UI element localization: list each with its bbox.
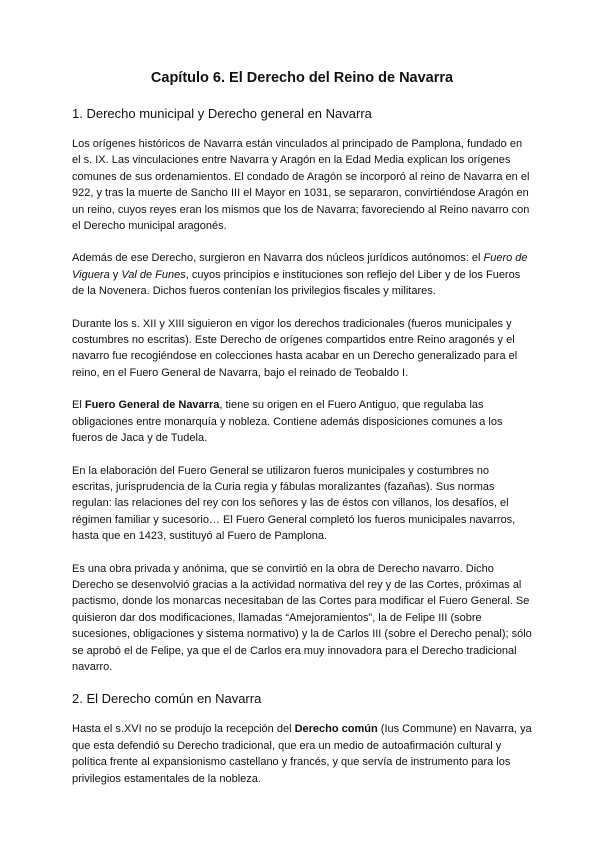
derecho-comun-term: Derecho común	[294, 723, 378, 736]
section-2-paragraph-1	[72, 721, 532, 787]
section-1-paragraph-2	[72, 250, 532, 299]
section-1-paragraph-3: Durante los s. XII y XIII siguieron en vigor los derechos tradicionales (fueros municipales y costumbres no escritas). Este Derecho de orígenes compartidos entre Reino aragonés y el navarro fue recogiéndose en colecciones hasta acabar en un Derecho generalizado para el reino, en el Fuero General de Navarra, bajo el reinado de Teobaldo I.	[72, 317, 518, 379]
text-run: , tiene su origen en el Fuero Antiguo, que regulaba las obligaciones entre monarquía y nobleza. Contiene además disposiciones comunes a los fueros de Jaca y de Tudela.	[72, 399, 503, 445]
text-run: y	[109, 268, 122, 281]
section-1-paragraph-5: En la elaboración del Fuero General se utilizaron fueros municipales y costumbres no escritas, jurisprudencia de la Curia regia y fábulas moralizantes (fazañas). Sus normas regulan: las relaciones del rey con los señores y las de éstos con villanos, los desafíos, el régimen familiar y sucesorio… El Fuero General completó los fueros municipales navarros, hasta que en 1423, sustituyó al Fuero de Pamplona.	[72, 464, 516, 543]
text-run: (Ius Commune) en Navarra, ya que esta defendió su Derecho tradicional, que era un medio de autoafirmación cultural y política frente al expansionismo castellano y francés, y que servía de instrumento para los privilegios estamentales de la nobleza.	[72, 723, 532, 785]
fuero-viguera-term: Fuero de Viguera	[72, 252, 528, 281]
fuero-general-term: Fuero General de Navarra	[84, 399, 220, 412]
text-run: El	[72, 399, 85, 412]
val-funes-term: Val de Funes	[121, 268, 186, 281]
text-run: , cuyos principios e instituciones son reflejo del Liber y de los Fueros de la Novenera. Dichos fueros contenían los privilegios fiscales y militares.	[72, 268, 521, 298]
text-run: Hasta el s.XVI no se produjo la recepción del	[72, 723, 295, 736]
section-1-paragraph-4	[72, 397, 532, 446]
text-run: Además de ese Derecho, surgieron en Navarra dos núcleos jurídicos autónomos: el	[72, 252, 484, 265]
section-1-paragraph-6: Es una obra privada y anónima, que se convirtió en la obra de Derecho navarro. Dicho Derecho se desenvolvió gracias a la actividad normativa del rey y de las Cortes, próximas al pactismo, donde los monarcas necesitaban de las Cortes para modificar el Fuero General. Se quisieron dar dos modificaciones, llamadas “Amejoramientos”, la de Felipe III (sobre sucesiones, obligaciones y sistema normativo) y la de Carlos III (sobre el Derecho penal); sólo se aprobó el de Felipe, ya que el de Carlos era muy innovadora para el Derecho tradicional navarro.	[72, 562, 532, 673]
document-page	[72, 60, 532, 803]
section-1-heading: 1. Derecho municipal y Derecho general en Navarra	[72, 106, 372, 121]
chapter-title: Capítulo 6. El Derecho del Reino de Navarra	[150, 70, 454, 86]
section-2-heading: 2. El Derecho común en Navarra	[72, 691, 262, 707]
section-1-paragraph-1: Los orígenes históricos de Navarra están vinculados al principado de Pamplona, fundado en el s. IX. Las vinculaciones entre Navarra y Aragón en la Edad Media explican los orígenes comunes de sus ordenamientos. El condado de Aragón se incorporó al reino de Navarra en el 922, y tras la muerte de Sancho III el Mayor en 1031, se separaron, convirtiéndose Aragón en un reino, cuyos reyes eran los mismos que los de Navarra; favoreciendo al Reino navarro con el Derecho municipal aragonés.	[72, 138, 530, 233]
